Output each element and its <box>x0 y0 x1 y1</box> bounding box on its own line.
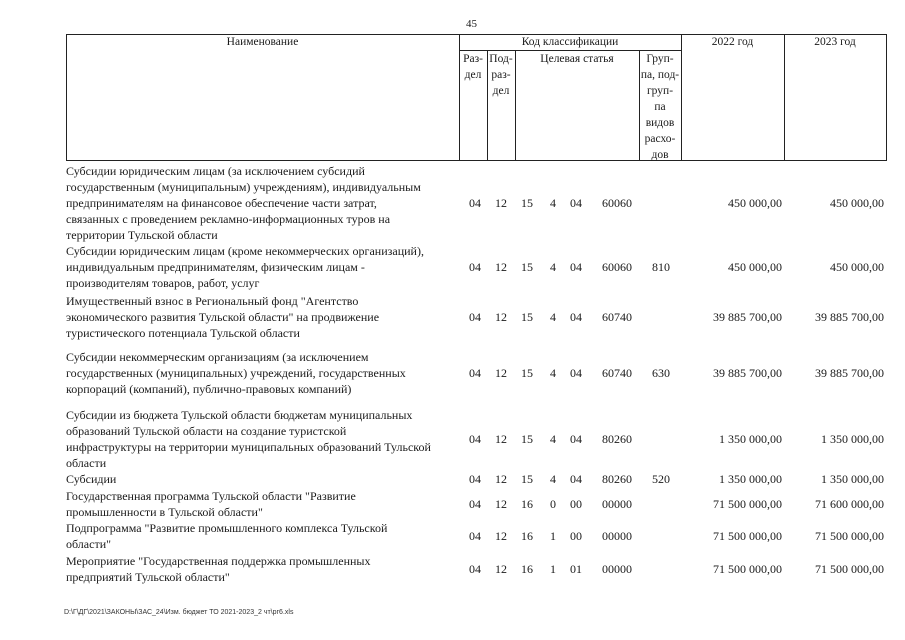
code-pr: 12 <box>495 472 507 486</box>
code-cs1: 15 <box>521 432 533 446</box>
row-name-line: Мероприятие "Государственная поддержка промышленных <box>66 554 371 568</box>
row-name <box>66 520 458 552</box>
amount-2023: 71 600 000,00 <box>815 497 884 511</box>
table-row <box>0 293 905 341</box>
amount-2023: 450 000,00 <box>830 260 884 274</box>
code-cs2: 0 <box>550 497 556 511</box>
code-cs1: 16 <box>521 497 533 511</box>
code-cs3: 00 <box>570 529 582 543</box>
code-cs3: 04 <box>570 260 582 274</box>
file-path-footer: D:\Г\ДГ\2021\ЗАКОНЫ\ЗАС_24\Изм. бюджет ТО 2021-2023_2 чт\рг6.xls <box>64 609 294 616</box>
table-row <box>0 243 905 291</box>
header-group <box>639 51 681 163</box>
row-name <box>66 349 458 397</box>
header-razdel-line: дел <box>464 69 482 81</box>
amount-2022: 1 350 000,00 <box>719 472 782 486</box>
table-row <box>0 407 905 471</box>
row-name-line: Субсидии некоммерческим организациям (за исключением <box>66 350 369 364</box>
row-name <box>66 553 458 585</box>
code-pr: 12 <box>495 260 507 274</box>
code-cs3: 01 <box>570 562 582 576</box>
code-pr: 12 <box>495 310 507 324</box>
code-cs1: 15 <box>521 366 533 380</box>
code-cs3: 04 <box>570 472 582 486</box>
amount-2023: 71 500 000,00 <box>815 529 884 543</box>
code-rz: 04 <box>469 366 481 380</box>
amount-2023: 450 000,00 <box>830 196 884 210</box>
row-name <box>66 488 458 520</box>
code-pr: 12 <box>495 562 507 576</box>
table-row <box>0 553 905 585</box>
table-row <box>0 520 905 552</box>
row-name <box>66 243 458 291</box>
row-name-line: инфраструктуры на территории муниципальных образований Тульской <box>66 440 431 454</box>
code-cs2: 4 <box>550 432 556 446</box>
header-razdel <box>459 51 487 83</box>
code-cs4: 00000 <box>602 562 632 576</box>
header-group-line: Груп- <box>646 53 674 65</box>
code-cs3: 04 <box>570 310 582 324</box>
code-cs1: 15 <box>521 260 533 274</box>
amount-2022: 450 000,00 <box>728 196 782 210</box>
code-vr: 810 <box>652 260 670 274</box>
header-group-line: видов <box>645 117 675 129</box>
amount-2022: 39 885 700,00 <box>713 310 782 324</box>
code-cs3: 04 <box>570 196 582 210</box>
row-name-line: Имущественный взнос в Региональный фонд "Агентство <box>66 294 359 308</box>
row-name-line: государственных (муниципальных) учреждений, государственных <box>66 366 406 380</box>
code-pr: 12 <box>495 366 507 380</box>
header-year-2022: 2022 год <box>711 36 754 48</box>
page-number: 45 <box>466 18 477 30</box>
table-row <box>0 471 905 487</box>
row-name-line: области" <box>66 537 112 551</box>
code-rz: 04 <box>469 310 481 324</box>
code-cs3: 04 <box>570 366 582 380</box>
row-name-line: Субсидии <box>66 472 117 486</box>
header-group-line: расхо- <box>644 133 676 145</box>
code-rz: 04 <box>469 432 481 446</box>
code-cs2: 1 <box>550 562 556 576</box>
header-podrazdel-line: дел <box>492 85 510 97</box>
header-group-line: дов <box>651 149 669 161</box>
table-row <box>0 163 905 243</box>
code-rz: 04 <box>469 529 481 543</box>
header-podrazdel <box>487 51 515 99</box>
code-vr: 520 <box>652 472 670 486</box>
row-name-line: предприятий Тульской области" <box>66 570 230 584</box>
header-razdel-line: Раз- <box>463 53 483 65</box>
row-name <box>66 163 458 243</box>
amount-2022: 450 000,00 <box>728 260 782 274</box>
row-name-line: корпораций (компаний), публично-правовых компаний) <box>66 382 352 396</box>
row-name-line: Подпрограмма "Развитие промышленного комплекса Тульской <box>66 521 388 535</box>
code-cs4: 60060 <box>602 260 632 274</box>
row-name-line: Государственная программа Тульской области "Развитие <box>66 489 356 503</box>
header-podrazdel-line: Под- <box>489 53 513 65</box>
code-cs3: 00 <box>570 497 582 511</box>
code-cs1: 16 <box>521 562 533 576</box>
code-rz: 04 <box>469 562 481 576</box>
code-rz: 04 <box>469 497 481 511</box>
table-row <box>0 349 905 397</box>
row-name-line: индивидуальным предпринимателям, физическим лицам - <box>66 260 365 274</box>
amount-2022: 71 500 000,00 <box>713 562 782 576</box>
code-cs2: 4 <box>550 196 556 210</box>
code-cs2: 4 <box>550 366 556 380</box>
row-name-line: государственным (муниципальным) учреждениям), индивидуальным <box>66 180 421 194</box>
code-cs2: 4 <box>550 310 556 324</box>
code-cs4: 00000 <box>602 497 632 511</box>
amount-2023: 1 350 000,00 <box>821 472 884 486</box>
row-name-line: Субсидии юридическим лицам (за исключением субсидий <box>66 164 365 178</box>
row-name-line: промышленности в Тульской области" <box>66 505 263 519</box>
amount-2022: 39 885 700,00 <box>713 366 782 380</box>
code-cs4: 60060 <box>602 196 632 210</box>
row-name-line: образований Тульской области на создание туристской <box>66 424 347 438</box>
code-cs2: 4 <box>550 260 556 274</box>
row-name <box>66 471 458 487</box>
row-name-line: предпринимателям на финансовое обеспечение части затрат, <box>66 196 377 210</box>
amount-2023: 71 500 000,00 <box>815 562 884 576</box>
code-pr: 12 <box>495 529 507 543</box>
amount-2022: 71 500 000,00 <box>713 497 782 511</box>
code-cs4: 00000 <box>602 529 632 543</box>
code-pr: 12 <box>495 497 507 511</box>
code-rz: 04 <box>469 196 481 210</box>
row-name-line: территории Тульской области <box>66 228 218 242</box>
amount-2022: 1 350 000,00 <box>719 432 782 446</box>
amount-2023: 39 885 700,00 <box>815 310 884 324</box>
code-rz: 04 <box>469 472 481 486</box>
row-name <box>66 407 458 471</box>
header-group-line: па, под- <box>640 69 680 81</box>
code-cs4: 80260 <box>602 432 632 446</box>
row-name-line: туристического потенциала Тульской области <box>66 326 300 340</box>
row-name <box>66 293 458 341</box>
code-cs1: 15 <box>521 196 533 210</box>
amount-2023: 1 350 000,00 <box>821 432 884 446</box>
row-name-line: Субсидии юридическим лицам (кроме некоммерческих организаций), <box>66 244 424 258</box>
row-name-line: связанных с проведением рекламно-информационных туров на <box>66 212 391 226</box>
amount-2023: 39 885 700,00 <box>815 366 884 380</box>
row-name-line: Субсидии из бюджета Тульской области бюджетам муниципальных <box>66 408 413 422</box>
amount-2022: 71 500 000,00 <box>713 529 782 543</box>
code-cs4: 60740 <box>602 366 632 380</box>
code-cs3: 04 <box>570 432 582 446</box>
table-row <box>0 488 905 520</box>
code-cs4: 60740 <box>602 310 632 324</box>
code-pr: 12 <box>495 432 507 446</box>
row-name-line: производителям товаров, работ, услуг <box>66 276 260 290</box>
header-year-2023: 2023 год <box>814 36 856 48</box>
header-classification: Код классификации <box>521 36 619 48</box>
code-cs2: 1 <box>550 529 556 543</box>
header-name: Наименование <box>226 36 299 48</box>
code-cs1: 15 <box>521 472 533 486</box>
code-cs1: 15 <box>521 310 533 324</box>
row-name-line: области <box>66 456 107 470</box>
header-group-line: па <box>654 101 666 113</box>
header-group-line: груп- <box>646 85 674 97</box>
row-name-line: экономического развития Тульской области" на продвижение <box>66 310 380 324</box>
code-cs2: 4 <box>550 472 556 486</box>
code-cs1: 16 <box>521 529 533 543</box>
code-vr: 630 <box>652 366 670 380</box>
code-cs4: 80260 <box>602 472 632 486</box>
header-podrazdel-line: раз- <box>491 69 511 81</box>
code-rz: 04 <box>469 260 481 274</box>
header-target-article: Целевая статья <box>540 53 614 65</box>
code-pr: 12 <box>495 196 507 210</box>
